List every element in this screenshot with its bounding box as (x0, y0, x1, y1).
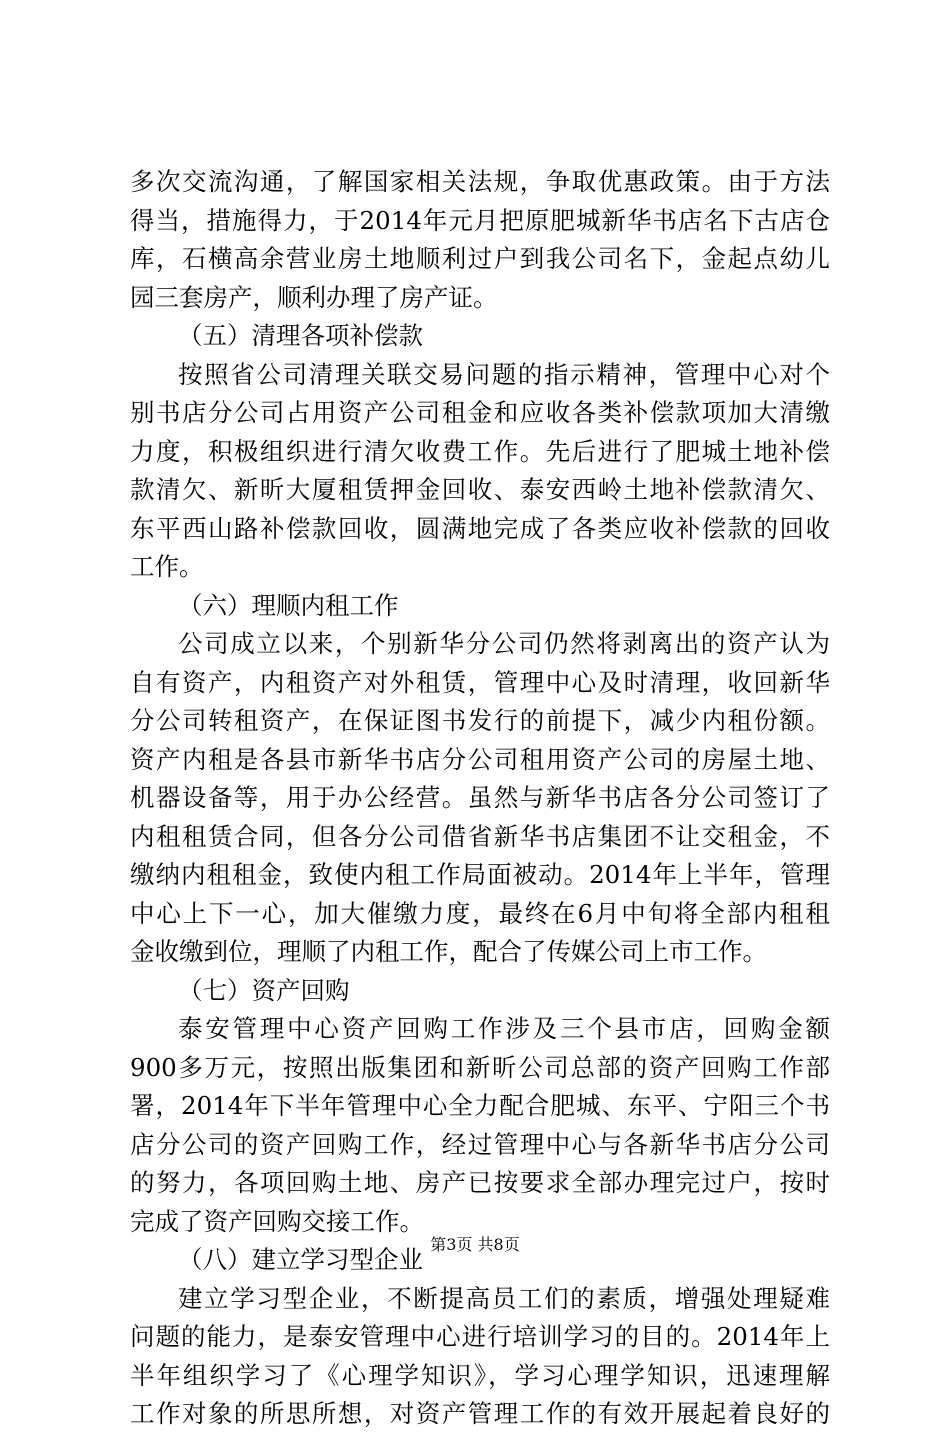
paragraph-last-line: 工作。 (130, 552, 204, 581)
page-footer: 第3页 共8页 (430, 1235, 520, 1254)
paragraph-line: 900多万元，按照出版集团和新昕公司总部的资产回购工作部 (130, 1052, 830, 1082)
paragraph-line: 东平西山路补偿款回收，圆满地完成了各类应收补偿款的回收 (130, 513, 830, 543)
paragraph-line: 机器设备等，用于办公经营。虽然与新华书店各分公司签订了 (130, 783, 830, 812)
paragraph-line: 缴纳内租租金，致使内租工作局面被动。2014年上半年，管理 (130, 860, 830, 889)
paragraph-line: 店分公司的资产回购工作，经过管理中心与各新华书店分公司 (130, 1129, 830, 1159)
paragraph-first-line: 泰安管理中心资产回购工作涉及三个县市店，回购金额 (178, 1014, 830, 1043)
paragraph-first-line: 公司成立以来，个别新华分公司仍然将剥离出的资产认为 (178, 629, 830, 658)
paragraph-last-line: 园三套房产，顺利办理了房产证。 (130, 282, 498, 312)
paragraph-line: 得当，措施得力，于2014年元月把原肥城新华书店名下古店仓 (130, 205, 830, 235)
paragraph-line: 力度，积极组织进行清欠收费工作。先后进行了肥城土地补偿 (130, 436, 830, 466)
section-heading: （五）清理各项补偿款 (178, 321, 423, 350)
paragraph-line: 自有资产，内租资产对外租赁，管理中心及时清理，收回新华 (130, 667, 830, 697)
paragraph-last-line: 完成了资产回购交接工作。 (130, 1206, 424, 1236)
section-heading: （六）理顺内租工作 (178, 590, 399, 620)
section-heading: （八）建立学习型企业 (178, 1245, 423, 1274)
paragraph-last-line: 金收缴到位，理顺了内租工作，配合了传媒公司上市工作。 (130, 937, 767, 966)
paragraph-line: 分公司转租资产，在保证图书发行的前提下，减少内租份额。 (130, 706, 830, 735)
paragraph-line: 问题的能力，是泰安管理中心进行培训学习的目的。2014年上 (130, 1322, 830, 1351)
section-heading: （七）资产回购 (178, 975, 350, 1005)
paragraph-line: 多次交流沟通，了解国家相关法规，争取优惠政策。由于方法 (130, 167, 830, 196)
paragraph-first-line: 按照省公司清理关联交易问题的指示精神，管理中心对个 (178, 359, 830, 389)
paragraph-line: 中心上下一心，加大催缴力度，最终在6月中旬将全部内租租 (130, 898, 830, 928)
paragraph-line: 别书店分公司占用资产公司租金和应收各类补偿款项加大清缴 (130, 398, 830, 427)
paragraph-first-line: 建立学习型企业，不断提高员工们的素质，增强处理疑难 (178, 1283, 830, 1313)
paragraph-line: 库，石横高余营业房土地顺利过户到我公司名下，金起点幼儿 (130, 244, 830, 273)
paragraph-line: 资产内租是各县市新华书店分公司租用资产公司的房屋土地、 (130, 744, 830, 774)
paragraph-line: 署，2014年下半年管理中心全力配合肥城、东平、宁阳三个书 (130, 1091, 830, 1120)
paragraph-line: 工作对象的所思所想，对资产管理工作的有效开展起着良好的 (130, 1399, 830, 1428)
paragraph-line: 款清欠、新昕大厦租赁押金回收、泰安西岭土地补偿款清欠、 (130, 475, 830, 504)
paragraph-line: 半年组织学习了《心理学知识》，学习心理学知识，迅速理解 (130, 1360, 830, 1390)
paragraph-line: 内租租赁合同，但各分公司借省新华书店集团不让交租金，不 (130, 821, 830, 851)
paragraph-line: 的努力，各项回购土地、房产已按要求全部办理完过户，按时 (130, 1168, 830, 1197)
